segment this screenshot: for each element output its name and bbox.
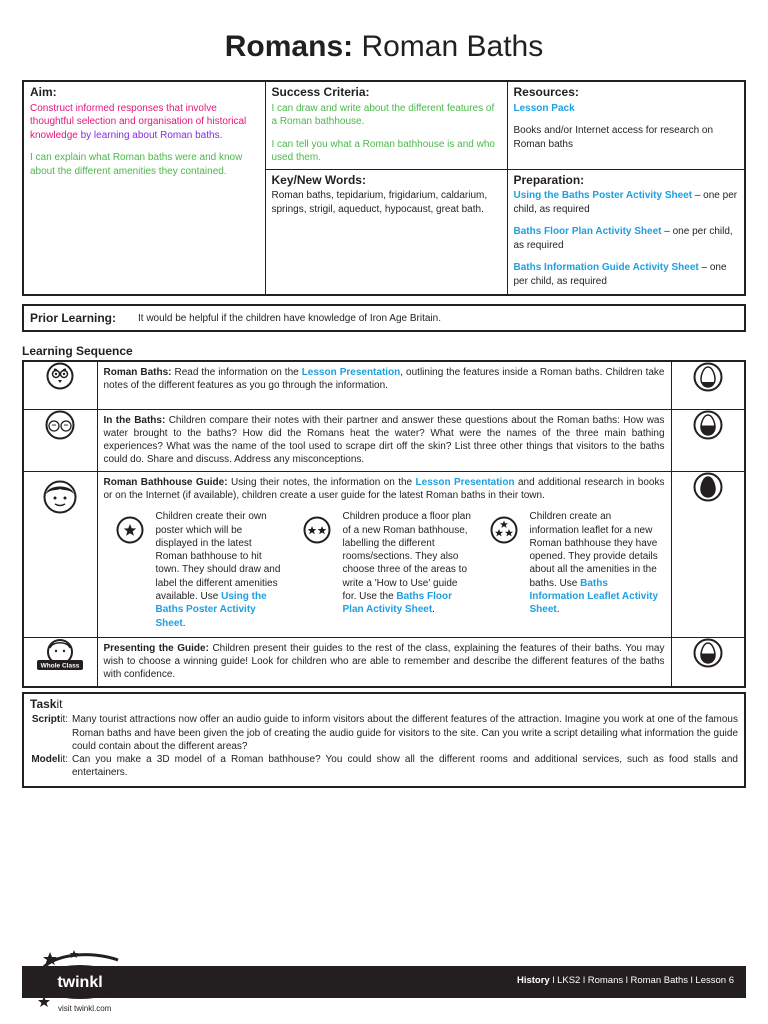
aim-cell (23, 81, 265, 295)
modelit-row: Modelit: Can you make a 3D model of a Roman bathhouse? You could show all the different rooms and additional services, such as food stalls and entertainers. (31, 754, 738, 779)
twinkl-planit-logo (30, 948, 190, 1012)
prior-learning-label: Prior Learning: (30, 311, 117, 325)
owl-face-icon (23, 361, 97, 409)
resources-heading: Resources: (513, 85, 579, 99)
sequence-row-bathhouse-guide: Roman Bathhouse Guide: Using their notes, the information on the Lesson Presentation and additional research in books or on the Internet (if available), children create a user guide for the latest Roman baths in their town. Children create their own poster which will be displayed in the latest Roman bathhouse to hit town. They should draw and label the different amenities available. Use Using the Baths Poster Activity Sheet. Children produce a floor plan of a new Roman bathhouse, labelling the different rooms/sections. They also choose three of the areas to write a 'How to Use' guide for. Use the Baths Floor Plan Activity Sheet. Children create an information leaflet for a new Roman bathhouse they have opened. They provide details about all the amenities in the baths. Use Baths Information Leaflet Activity Sheet. (97, 471, 671, 637)
info-guide-sheet-link[interactable]: Baths Information Guide Activity Sheet (513, 262, 699, 273)
task-two-star-text: Children produce a floor plan of a new Roman bathhouse, labelling the different rooms/sections. They also choose three of the areas to write a 'How to Use' guide for. Use the (342, 511, 471, 603)
preparation-cell (507, 169, 745, 295)
visit-twinkl-text: visit twinkl.com (58, 1004, 112, 1013)
lesson-pack-link[interactable]: Lesson Pack (513, 102, 575, 114)
task-three-star: Children create an information leaflet for a new Roman bathhouse they have opened. They provide details about all the amenities in the baths. Use Baths Information Leaflet Activity Sheet. (478, 510, 665, 630)
svg-text:twinkl: twinkl (57, 974, 103, 991)
resources-cell (507, 81, 745, 169)
page-title: Romans: Roman Baths (224, 30, 544, 63)
two-star-icon (291, 510, 343, 630)
egg-full-icon (671, 471, 745, 637)
prior-learning (22, 304, 746, 332)
lesson-presentation-link-2[interactable]: Lesson Presentation (415, 476, 515, 488)
egg-half-icon-2 (671, 637, 745, 686)
taskit-title: Taskit (30, 697, 63, 711)
aim-objective-context: by learning about Roman baths. (77, 129, 223, 141)
svg-text:Whole Class: Whole Class (40, 662, 80, 670)
key-words-heading: Key/New Words: (271, 172, 366, 187)
task-one-star-text: Children create their own poster which will be displayed in the latest Roman bathhouse to hit town. They should draw and label the different amenities available. Use (155, 511, 281, 603)
egg-half-icon (671, 409, 745, 471)
lesson-presentation-link[interactable]: Lesson Presentation (301, 367, 401, 378)
floor-plan-sheet-link[interactable]: Baths Floor Plan Activity Sheet (513, 226, 662, 237)
success-criterion-1: I can draw and write about the different features of a Roman bathhouse. (271, 102, 495, 127)
sequence-row-presenting-guide: Presenting the Guide: Children present their guides to the rest of the class, explaining the features of their baths. You may wish to choose a winning guide! Look for children who are able to remember and describe the different features of the baths with confidence. (97, 637, 671, 686)
learning-sequence-heading: Learning Sequence (22, 344, 133, 358)
scriptit-row: Scriptit: Many tourist attractions now offer an audio guide to inform visitors about the different features of the attraction. Imagine you work at one of the famous Roman baths and have been given the job of creating the audio guide for visitors to the site. Can you write a script detailing what information the guide could contain about the different areas? (31, 714, 738, 752)
sequence-row-in-the-baths: In the Baths: Children compare their notes with their partner and answer these questions about the Roman baths: How was water brought to the baths? How did the Romans heat the water? What were the names of the three main bathing experiences? What was the name of the tool used to scrape dirt off the skin? List three other things that visitors to the baths could do. Share and discuss. Address any misconceptions. (97, 409, 671, 471)
differentiation-tasks (104, 510, 665, 630)
task-two-star: Children produce a floor plan of a new Roman bathhouse, labelling the different rooms/sections. They also choose three of the areas to write a 'How to Use' guide for. Use the Baths Floor Plan Activity Sheet. (291, 510, 478, 630)
floor-plan-sheet-link-2[interactable]: Baths Floor Plan Activity Sheet (342, 591, 452, 616)
aim-objective: Construct informed responses that involve thoughtful selection and organisation of historical knowledge (30, 102, 247, 141)
aim-heading: Aim: (30, 85, 57, 99)
task-three-star-text: Children create an information leaflet for a new Roman bathhouse they have opened. They provide details about all the amenities in the baths. Use (529, 511, 658, 589)
one-star-icon (104, 510, 156, 630)
poster-sheet-link-2[interactable]: Using the Baths Poster Activity Sheet (155, 591, 267, 629)
lesson-overview-table (22, 80, 746, 296)
whole-class-icon (23, 637, 97, 686)
task-one-star: Children create their own poster which will be displayed in the latest Roman bathhouse to hit town. They should draw and label the different amenities available. Use Using the Baths Poster Activity Sheet. (104, 510, 291, 630)
three-star-icon (478, 510, 530, 630)
prep-2-text: – one per child, as required (513, 226, 733, 251)
key-words-cell (265, 169, 507, 295)
resources-text: Books and/or Internet access for research on Roman baths (513, 125, 714, 150)
modelit-text: Can you make a 3D model of a Roman bathhouse? You could show all the different rooms and additional services, such as food stalls and entertainers. (72, 754, 738, 779)
aim-statement: I can explain what Roman baths were and know about the different amenities they contained. (30, 152, 243, 177)
prep-1-text: – one per child, as required (513, 190, 738, 215)
success-heading: Success Criteria: (271, 85, 370, 99)
prior-learning-text: It would be helpful if the children have knowledge of Iron Age Britain. (138, 312, 441, 324)
sequence-row-roman-baths: Roman Baths: Read the information on the Lesson Presentation, outlining the features inside a Roman baths. Children take notes of the different features as you go through the information. (97, 361, 671, 409)
success-criteria-cell (265, 81, 507, 169)
prep-3-text: – one per child, as required (513, 262, 727, 287)
preparation-heading: Preparation: (513, 172, 585, 187)
child-face-icon (23, 471, 97, 637)
info-leaflet-sheet-link[interactable]: Baths Information Leaflet Activity Sheet (529, 577, 659, 616)
poster-sheet-link[interactable]: Using the Baths Poster Activity Sheet (513, 190, 693, 201)
scriptit-text: Many tourist attractions now offer an audio guide to inform visitors about the different features of the attraction. Imagine you work at one of the famous Roman baths and have been given the job of creating the audio guide for visitors to the site. Can you write a script detailing what information the guide could contain about the different areas? (72, 714, 738, 752)
footer-breadcrumb: History l LKS2 l Romans l Roman Baths l Lesson 6 (516, 975, 734, 986)
pair-faces-icon (23, 409, 97, 471)
taskit-box (22, 692, 746, 788)
key-words-text: Roman baths, tepidarium, frigidarium, caldarium, springs, strigil, aqueduct, hypocaust, great bath. (271, 190, 488, 215)
success-criterion-2: I can tell you what a Roman bathhouse is and who used them. (271, 138, 495, 163)
learning-sequence-table (22, 360, 746, 688)
svg-text:planit: planit (133, 973, 173, 990)
egg-quarter-icon (671, 361, 745, 409)
